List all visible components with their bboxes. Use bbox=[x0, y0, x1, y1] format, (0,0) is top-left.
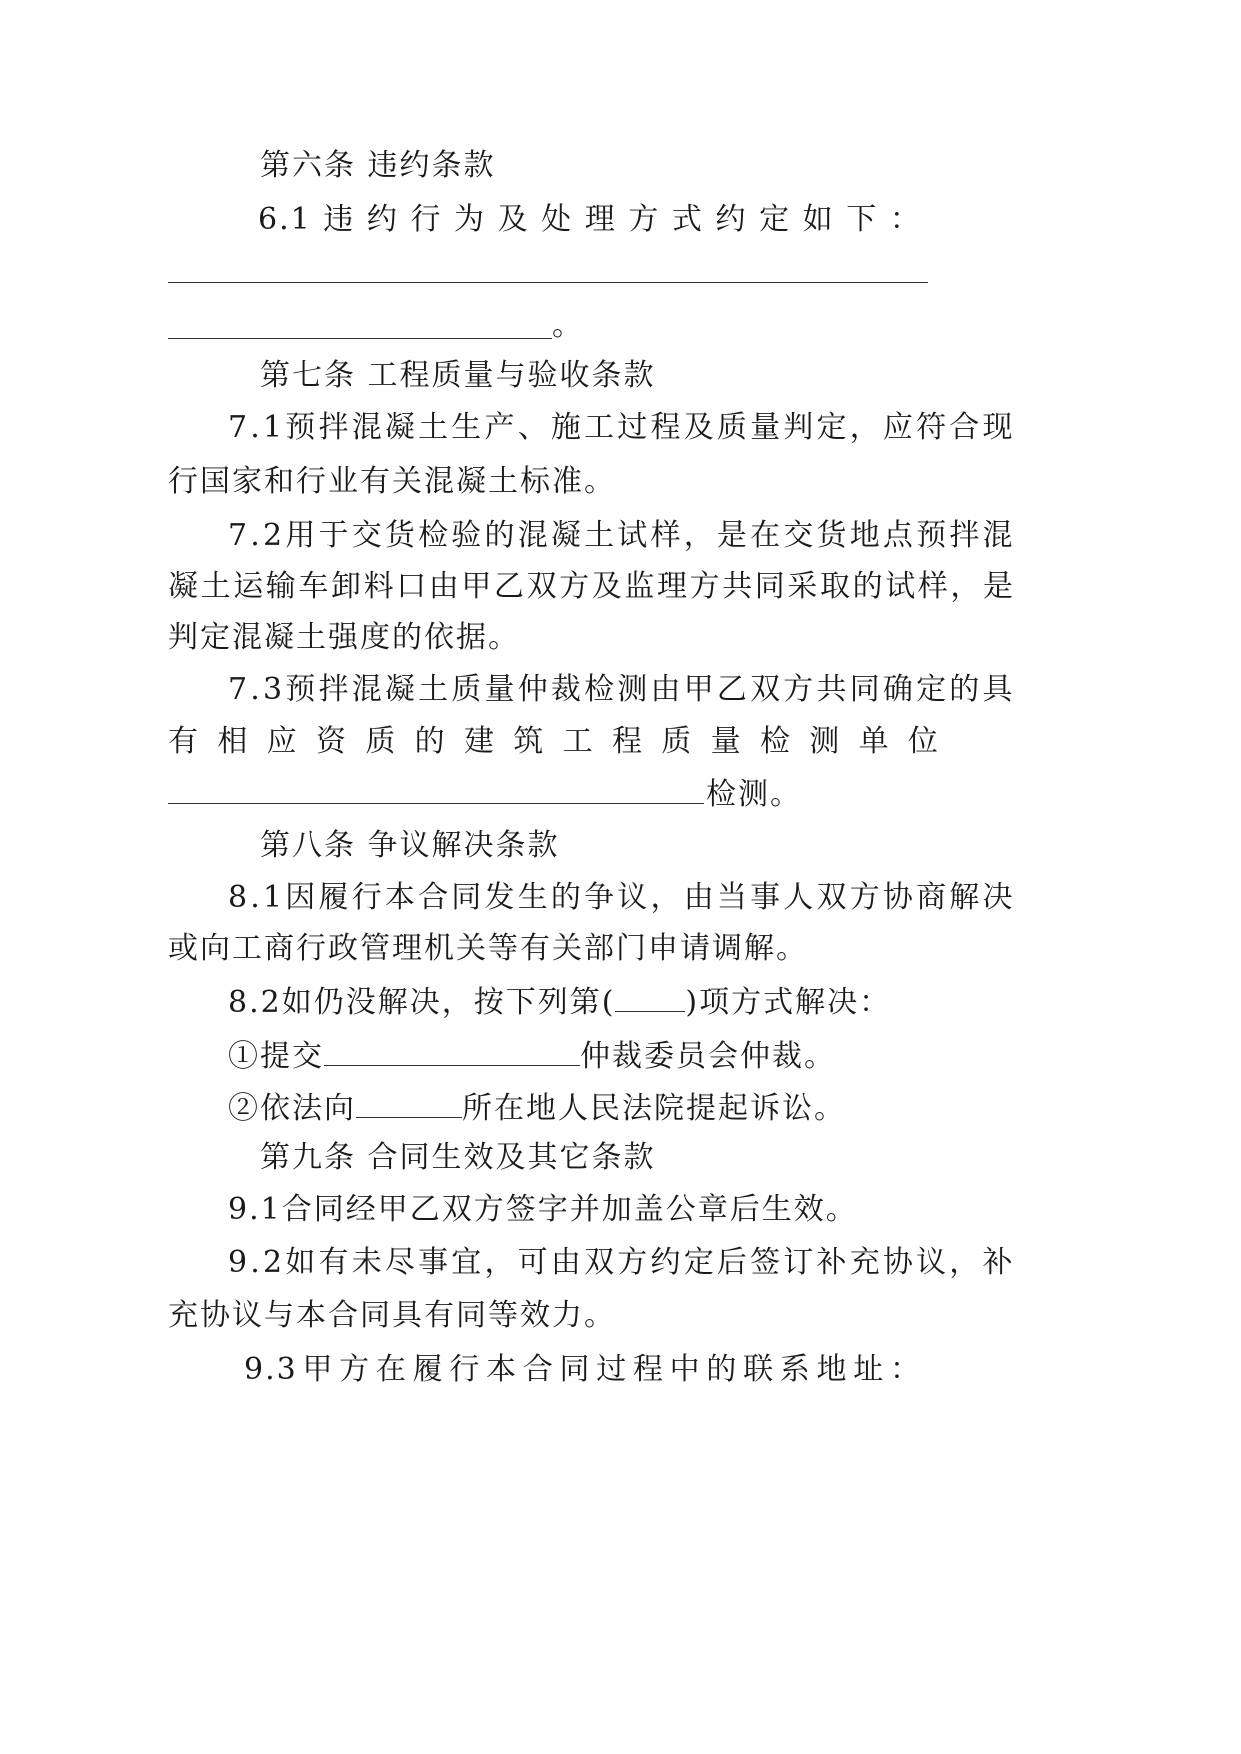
clause-9-2-line1: 9.2如有未尽事宜，可由双方约定后签订补充协议，补 bbox=[228, 1245, 1016, 1280]
glyph: 有 bbox=[168, 724, 200, 759]
glyph: 应 bbox=[266, 724, 299, 759]
glyph: 如 bbox=[802, 202, 835, 237]
clause-7-1-line1: 7.1预拌混凝土生产、施工过程及质量判定，应符合现 bbox=[228, 410, 1016, 445]
blank-field bbox=[324, 1037, 580, 1066]
blank-line bbox=[168, 282, 928, 283]
glyph: 筑 bbox=[513, 724, 546, 759]
glyph: 位 bbox=[907, 724, 940, 759]
clause-8-2-prefix: 8.2如仍没解决，按下列第( bbox=[228, 985, 616, 1020]
glyph: 同 bbox=[559, 1352, 592, 1387]
glyph: 及 bbox=[497, 202, 530, 237]
glyph: 方 bbox=[339, 1352, 372, 1387]
glyph: 定 bbox=[759, 202, 792, 237]
clause-8-2-suffix: )项方式解决： bbox=[685, 985, 892, 1020]
clause-number: 9.3 bbox=[244, 1352, 298, 1387]
glyph: 的 bbox=[414, 724, 447, 759]
clause-9-3 bbox=[244, 1350, 922, 1390]
option-2-suffix: 所在地人民法院提起诉讼。 bbox=[462, 1091, 846, 1126]
option-2 bbox=[228, 1089, 846, 1129]
glyph: 建 bbox=[463, 724, 496, 759]
glyph: 式 bbox=[671, 202, 704, 237]
clause-9-2-line2: 充协议与本合同具有同等效力。 bbox=[168, 1298, 616, 1333]
glyph: 行 bbox=[449, 1352, 482, 1387]
glyph: 处 bbox=[541, 202, 574, 237]
glyph: 违 bbox=[323, 202, 356, 237]
glyph: 下 bbox=[846, 202, 879, 237]
glyph: 程 bbox=[611, 724, 644, 759]
glyph: 合 bbox=[522, 1352, 555, 1387]
clause-6-1 bbox=[258, 200, 922, 240]
clause-7-2-line1: 7.2用于交货检验的混凝土试样，是在交货地点预拌混 bbox=[228, 518, 1016, 553]
glyph: 质 bbox=[661, 724, 694, 759]
glyph: 中 bbox=[669, 1352, 702, 1387]
clause-number: 6.1 bbox=[258, 202, 312, 237]
glyph: 为 bbox=[454, 202, 487, 237]
glyph: 的 bbox=[706, 1352, 739, 1387]
option-2-prefix: ②依法向 bbox=[228, 1091, 356, 1126]
glyph: 联 bbox=[743, 1352, 776, 1387]
glyph: 方 bbox=[628, 202, 661, 237]
glyph: ： bbox=[889, 202, 922, 237]
clause-7-3-line2 bbox=[168, 722, 940, 762]
blank-field bbox=[615, 983, 685, 1012]
glyph: 系 bbox=[779, 1352, 812, 1387]
option-1 bbox=[228, 1037, 836, 1077]
glyph: 资 bbox=[315, 724, 348, 759]
glyph: 相 bbox=[217, 724, 250, 759]
glyph: ： bbox=[889, 1352, 922, 1387]
option-1-prefix: ①提交 bbox=[228, 1039, 324, 1074]
clause-7-1-line2: 行国家和行业有关混凝土标准。 bbox=[168, 464, 616, 499]
glyph: 地 bbox=[816, 1352, 849, 1387]
section-9-heading: 第九条 合同生效及其它条款 bbox=[260, 1140, 656, 1175]
clause-8-1-line2: 或向工商行政管理机关等有关部门申请调解。 bbox=[168, 931, 808, 966]
clause-7-3-line1: 7.3预拌混凝土质量仲裁检测由甲乙双方共同确定的具 bbox=[228, 672, 1016, 707]
clause-8-2 bbox=[228, 983, 891, 1023]
glyph: 单 bbox=[858, 724, 891, 759]
blank-line bbox=[168, 803, 704, 804]
blank-line bbox=[168, 338, 552, 339]
option-1-suffix: 仲裁委员会仲裁。 bbox=[580, 1039, 836, 1074]
section-7-heading: 第七条 工程质量与验收条款 bbox=[260, 358, 656, 393]
glyph: 量 bbox=[710, 724, 743, 759]
glyph: 过 bbox=[596, 1352, 629, 1387]
glyph: 约 bbox=[366, 202, 399, 237]
glyph: 本 bbox=[486, 1352, 519, 1387]
glyph: 质 bbox=[365, 724, 398, 759]
glyph: 程 bbox=[632, 1352, 665, 1387]
blank-field bbox=[356, 1089, 462, 1118]
glyph: 在 bbox=[375, 1352, 408, 1387]
glyph: 甲 bbox=[302, 1352, 335, 1387]
glyph: 约 bbox=[715, 202, 748, 237]
glyph: 行 bbox=[410, 202, 443, 237]
glyph: 址 bbox=[853, 1352, 886, 1387]
section-6-heading: 第六条 违约条款 bbox=[260, 148, 496, 183]
glyph: 工 bbox=[562, 724, 595, 759]
glyph: 测 bbox=[809, 724, 842, 759]
clause-6-1-end: 。 bbox=[552, 308, 584, 343]
clause-7-3-end: 检测。 bbox=[706, 777, 802, 812]
section-8-heading: 第八条 争议解决条款 bbox=[260, 828, 560, 863]
glyph: 履 bbox=[412, 1352, 445, 1387]
clause-7-2-line2: 凝土运输车卸料口由甲乙双方及监理方共同采取的试样，是 bbox=[168, 569, 1016, 604]
clause-8-1-line1: 8.1因履行本合同发生的争议，由当事人双方协商解决 bbox=[228, 880, 1016, 915]
clause-9-1: 9.1合同经甲乙双方签字并加盖公章后生效。 bbox=[228, 1192, 858, 1227]
glyph: 检 bbox=[759, 724, 792, 759]
glyph: 理 bbox=[584, 202, 617, 237]
clause-7-2-line3: 判定混凝土强度的依据。 bbox=[168, 620, 520, 655]
